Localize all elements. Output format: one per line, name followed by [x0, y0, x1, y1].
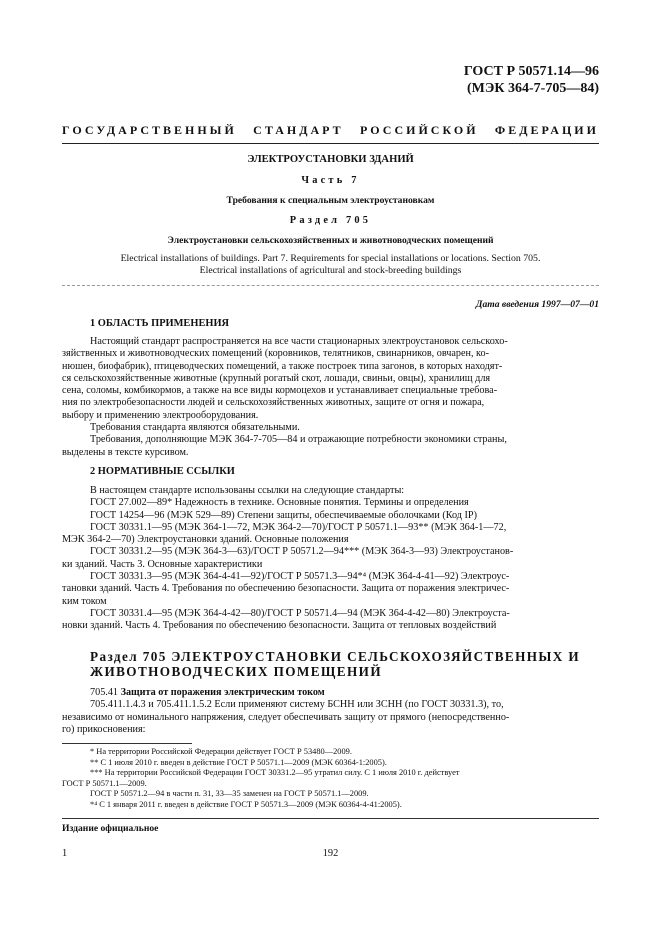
section705-heading — [90, 649, 599, 679]
main-title: ЭЛЕКТРОУСТАНОВКИ ЗДАНИЙ — [247, 154, 414, 165]
text-line: Требования стандарта являются обязательными. — [90, 422, 300, 434]
text-line: Требования, дополняющие МЭК 364-7-705—84 и отражающие потребности экономики страны, — [90, 434, 507, 446]
page-number: 192 — [322, 848, 339, 859]
text-line: сена, соломы, комбикормов, а также на все виды кормоцехов и устанавливает специальные требова- — [62, 385, 498, 397]
page-left-mark: 1 — [62, 848, 68, 859]
text-line: независимо от номинального напряжения, следует обеспечивать защиту от прямого (непосредственно- — [62, 711, 510, 723]
introduction-date: Дата введения 1997—07—01 — [475, 299, 599, 310]
standard-code-line1: ГОСТ Р 50571.14—96 — [463, 64, 599, 79]
text-line: новки зданий. Часть 4. Требования по обеспечению безопасности. Защита от тепловых воздействий — [62, 620, 497, 632]
footnote: *** На территории Российской Федерации ГОСТ 30331.2—95 утратил силу. С 1 июля 2010 г. действует — [90, 768, 460, 777]
banner-rule — [62, 143, 599, 144]
clause-title: Защита от поражения электрическим током — [120, 687, 325, 698]
footnotes — [62, 747, 599, 810]
text-line: ким током — [62, 595, 107, 607]
text-line: ГОСТ 30331.2—95 (МЭК 364-3—63)/ГОСТ Р 50571.2—94*** (МЭК 364-3—93) Электроустанов- — [90, 546, 514, 558]
standard-banner — [62, 123, 599, 138]
part-subtitle: Требования к специальным электроустановкам — [226, 195, 435, 206]
footnote: ГОСТ Р 50571.1—2009. — [62, 778, 147, 788]
banner-word: РОССИЙСКОЙ — [360, 123, 479, 137]
section1-para1 — [62, 336, 599, 459]
footnote: ГОСТ Р 50571.2—94 в части п. 31, 33—35 заменен на ГОСТ Р 50571.1—2009. — [90, 789, 369, 798]
bottom-rule — [62, 818, 599, 819]
text-line: ГОСТ 30331.3—95 (МЭК 364-4-41—92)/ГОСТ Р 50571.3—94*⁴ (МЭК 364-4-41—92) Электроус- — [90, 571, 510, 583]
english-title-line: Electrical installations of buildings. Part 7. Requirements for special installations or locations. Section 705. — [120, 253, 541, 264]
footnote: *⁴ С 1 января 2011 г. введен в действие ГОСТ Р 50571.3—2009 (МЭК 60364-4-41:2005). — [90, 799, 402, 809]
section-title: Электроустановки сельскохозяйственных и животноводческих помещений — [167, 235, 494, 246]
text-line: зяйственных и животноводческих помещений (коровников, телятников, свинарников, овчарен, ко- — [62, 348, 489, 360]
clause-number: 705.41 — [90, 687, 119, 698]
text-line: ки зданий. Часть 3. Основные характеристики — [62, 558, 263, 570]
banner-word: ФЕДЕРАЦИИ — [494, 123, 599, 137]
text-line: Настоящий стандарт распространяется на все части стационарных электроустановок сельскохо- — [90, 336, 508, 347]
text-line: ГОСТ 14254—96 (МЭК 529—89) Степени защиты, обеспечиваемые оболочками (Код IP) — [90, 509, 477, 521]
banner-word: СТАНДАРТ — [253, 123, 344, 137]
standard-code — [464, 63, 599, 97]
text-line: выбору и применению электрооборудования. — [62, 409, 259, 421]
heading-line: ЖИВОТНОВОДЧЕСКИХ ПОМЕЩЕНИЙ — [90, 664, 382, 679]
text-line: МЭК 364-2—70) Электроустановки зданий. Основные положения — [62, 534, 349, 546]
text-line: 705.411.1.4.3 и 705.411.1.5.2 Если применяют систему БСНН или ЗСНН (по ГОСТ 30331.3), то, — [90, 699, 504, 711]
section2-refs — [62, 485, 599, 633]
standard-code-line2: (МЭК 364-7-705—84) — [466, 81, 599, 96]
official-edition: Издание официальное — [62, 823, 159, 834]
text-line: В настоящем стандарте использованы ссылки на следующие стандарты: — [90, 485, 405, 496]
section-number: Раздел 705 — [289, 215, 372, 226]
english-title-line: Electrical installations of agricultural and stock-breeding buildings — [199, 265, 462, 276]
text-line: ГОСТ 30331.4—95 (МЭК 364-4-42—80)/ГОСТ Р 50571.4—94 (МЭК 364-4-42—80) Электроуста- — [90, 607, 510, 619]
title-rule — [62, 285, 599, 286]
english-title — [62, 253, 599, 277]
text-line: нюшен, биофабрик), птицеводческих помещений, а также построек типа загонов, в которых находят- — [62, 360, 503, 372]
text-line: ГОСТ 27.002—89* Надежность в технике. Основные понятия. Термины и определения — [90, 497, 469, 509]
section1-heading: 1 ОБЛАСТЬ ПРИМЕНЕНИЯ — [90, 318, 230, 329]
heading-line: Раздел 705 ЭЛЕКТРОУСТАНОВКИ СЕЛЬСКОХОЗЯЙСТВЕННЫХ И — [90, 649, 581, 664]
footnote: * На территории Российской Федерации действует ГОСТ Р 53480—2009. — [90, 747, 352, 756]
clause-705-41 — [62, 687, 599, 736]
text-line: ГОСТ 30331.1—95 (МЭК 364-1—72, МЭК 364-2—70)/ГОСТ Р 50571.1—93** (МЭК 364-1—72, — [90, 521, 507, 533]
banner-word: ГОСУДАРСТВЕННЫЙ — [62, 123, 237, 137]
text-line: го) прикосновения: — [62, 723, 146, 735]
text-line: ния по электробезопасности людей и сельскохозяйственных животных, защите от огня и пожара, — [62, 397, 485, 409]
section2-heading: 2 НОРМАТИВНЫЕ ССЫЛКИ — [90, 466, 235, 477]
text-line: ся сельскохозяйственные животные (крупный рогатый скот, лошади, свиньи, овцы), хранилищ для — [62, 372, 491, 384]
clause-heading — [62, 687, 599, 699]
footnote-rule — [62, 743, 192, 744]
text-line: выделены в тексте курсивом. — [62, 446, 189, 458]
part-title: Часть 7 — [301, 175, 360, 186]
footnote: ** С 1 июля 2010 г. введен в действие ГОСТ Р 50571.1—2009 (МЭК 60364-1:2005). — [90, 757, 387, 767]
text-line: тановки зданий. Часть 4. Требования по обеспечению безопасности. Защита от поражения электричес- — [62, 583, 510, 595]
